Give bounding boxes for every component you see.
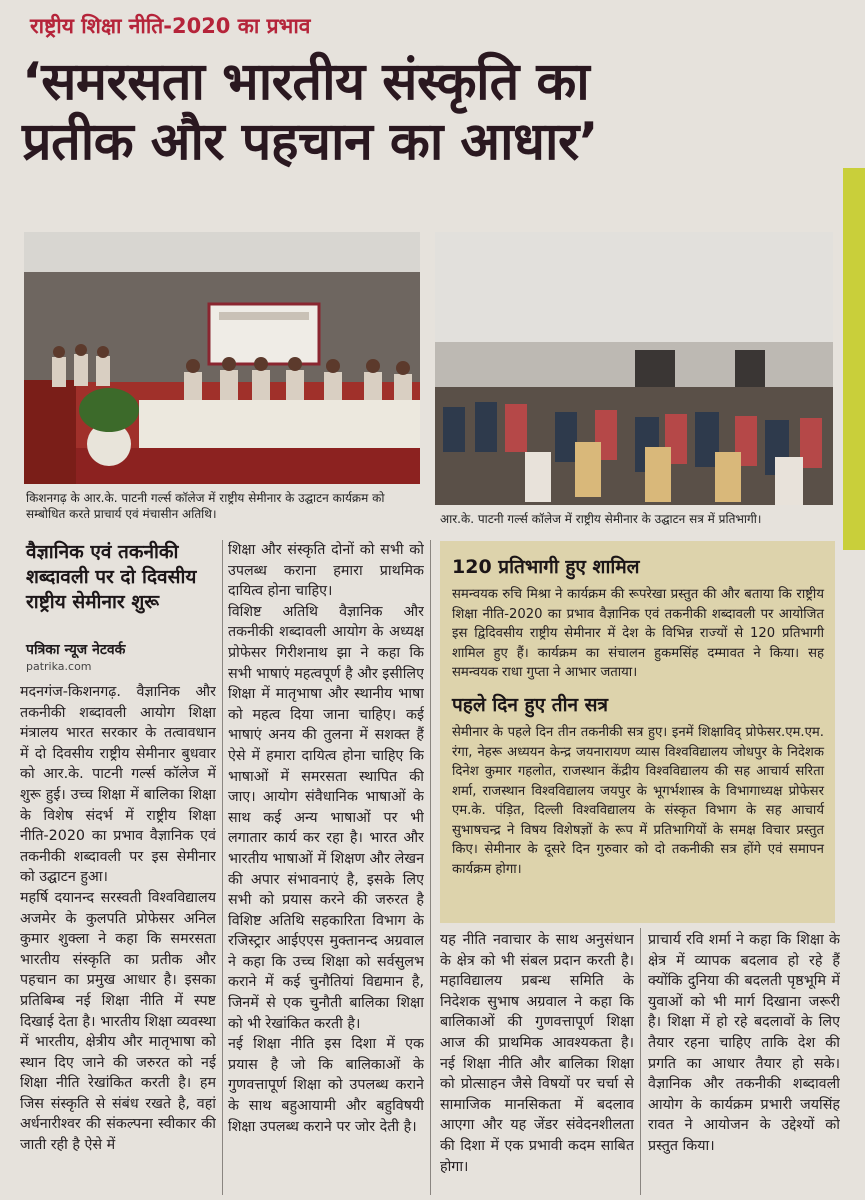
article-column-2: शिक्षा और संस्कृति दोनों को सभी को उपलब्ध कराना हमारा प्राथमिक दायित्व होना चाहिए। विशिष्ट अतिथि वैज्ञानिक और तकनीकी शब्दावली आयोग के अध्यक्ष प्रोफेसर गिरीशनाथ झा ने कहा कि सभी भाषाएं महत्वपूर्ण है और इसीलिए शिक्षा में मातृभाषा और स्थानीय भाषा को महत्व दिया जाना चाहिए। कई भाषाएं अनय की तुलना में सशक्त हैं ऐसे में हमारा दायित्व होना चाहिए कि भाषाओं में समरसता स्थापित की जाए। आयोग संवैधानिक भाषाओं के साथ कई अन्य भाषाओं पर भी लगातार कार्य कर रहा है। भारत और भारतीय भाषाओं में शिक्षण और लेखन की अपार संभावनाएं है, इसके लिए सभी को प्रयास करने की जरुरत है विशिष्ट अतिथि सहकारिता विभाग के रजिस्ट्रार आईएएस मुक्तानन्द अग्रवाल ने कहा कि उच्च शिक्षा को सर्वसुलभ कराने में कई चुनौतियां विद्यमान है, जिनमें से एक चुनौती बालिका शिक्षा को भी रेखांकित करती है। नई शिक्षा नीति इस दिशा में एक प्रयास है जो कि बालिकाओं के गुणवत्तापूर्ण शिक्षा को उपलब्ध कराने के साथ बहुआयामी और बहुविषयी शिक्षा उपलब्ध कराने पर जोर देती है। xyxy=(228,542,424,1135)
article-column-3: यह नीति नवाचार के साथ अनुसंधान के क्षेत्र को भी संबल प्रदान करती है। महाविद्यालय प्रबन्ध समिति के निदेशक सुभाष अग्रवाल ने कहा कि बालिकाओं की गुणवत्तापूर्ण शिक्षा आज की प्राथमिक आवश्यकता है। नई शिक्षा नीति और बालिका शिक्षा को प्रोत्साहन जैसे विषयों पर चर्चा से सामाजिक मानसिकता में बदलाव आएगा और यह जेंडर संवेदनशीलता की दिशा में एक प्रभावी कदम साबित होगा। xyxy=(440,932,634,1175)
column-divider xyxy=(640,928,641,1195)
stage-photo xyxy=(24,232,420,484)
section-kicker: राष्ट्रीय शिक्षा नीति-2020 का प्रभाव xyxy=(30,14,311,38)
headline xyxy=(22,52,822,172)
byline-url: patrika.com xyxy=(26,660,92,673)
info-box xyxy=(440,541,835,923)
info-box-heading-1: 120 प्रतिभागी हुए शामिल xyxy=(452,556,640,578)
info-box-text-1: समन्वयक रुचि मिश्रा ने कार्यक्रम की रूपरेखा प्रस्तुत की और बताया कि राष्ट्रीय शिक्षा नीति-2020 का प्रभाव वैज्ञानिक एवं तकनीकी शब्दावली पर आयोजित इस द्विदिवसीय राष्ट्रीय सेमीनार में देश के विभिन्न राज्यों से 120 प्रतिभागी शामिल हुए हैं। कार्यक्रम का संचालन हुकमसिंह दम्मावत ने किया। सह समन्वयक राधा गुप्ता ने आभार जताया। xyxy=(452,587,824,680)
headline-line-2: प्रतीक और पहचान का आधार’ xyxy=(22,112,599,172)
article-subheadline: वैज्ञानिक एवं तकनीकी शब्दावली पर दो दिवसीय राष्ट्रीय सेमीनार शुरू xyxy=(26,541,197,613)
column-divider xyxy=(430,540,431,1195)
article-column-1: मदनगंज-किशनगढ़. वैज्ञानिक और तकनीकी शब्दावली आयोग शिक्षा मंत्रालय भारत सरकार के तत्वावधान में दो दिवसीय राष्ट्रीय सेमीनार बुधवार को आर.के. पाटनी गर्ल्स कॉलेज में शुरू हुई। उच्च शिक्षा में बालिका शिक्षा के विशेष संदर्भ में राष्ट्रीय शिक्षा नीति-2020 का प्रभाव वैज्ञानिक एवं तकनीकी शब्दावली पर इस सेमीनार को उद्घाटन हुआ। महर्षि दयानन्द सरस्वती विश्वविद्यालय अजमेर के कुलपति प्रोफेसर अनिल कुमार शुक्ला ने कहा कि समरसता भारतीय संस्कृति का प्रतीक और पहचान का प्रमुख आधार है। इसका प्रतिबिम्ब नई शिक्षा नीति में स्पष्ट दिखाई देता है। भारतीय शिक्षा व्यवस्था में भारतीय, क्षेत्रीय और मातृभाषा को स्थान दिए जाने की जरुरत को नई शिक्षा नीति रेखांकित करती है। हम जिस संस्कृति से संबंध रखते है, वहां अर्धनारीश्वर की संकल्पना स्वीकार की जाती रही है ऐसे में xyxy=(20,684,216,1154)
column-divider xyxy=(222,540,223,1195)
article-column-4: प्राचार्य रवि शर्मा ने कहा कि शिक्षा के क्षेत्र में व्यापक बदलाव हो रहे हैं क्योंकि दुनिया की बदलती पृष्ठभूमि में युवाओं को भी मार्ग दिखाना जरूरी है। शिक्षा में हो रहे बदलावों के लिए तैयार रहना चाहिए ताकि देश की प्रगति का आधार तैयार हो सके। वैज्ञानिक और तकनीकी शब्दावली आयोग के कार्यक्रम प्रभारी जयसिंह रावत ने आयोजन के उद्देश्यों को प्रस्तुत किया। xyxy=(648,932,840,1154)
accent-bar xyxy=(843,168,865,550)
headline-line-1: ‘समरसता भारतीय संस्कृति का xyxy=(22,52,590,112)
byline: पत्रिका न्यूज नेटवर्क xyxy=(26,642,126,658)
info-box-heading-2: पहले दिन हुए तीन सत्र xyxy=(452,694,609,716)
left-photo-caption: किशनगढ़ के आर.के. पाटनी गर्ल्स कॉलेज में राष्ट्रीय सेमीनार के उद्घाटन कार्यक्रम को सम्बोधित करते प्राचार्य एवं मंचासीन अतिथि। xyxy=(26,491,385,521)
audience-photo xyxy=(435,232,833,505)
right-photo-caption: आर.के. पाटनी गर्ल्स कॉलेज में राष्ट्रीय सेमीनार के उद्घाटन सत्र में प्रतिभागी। xyxy=(440,512,762,526)
info-box-text-2: सेमीनार के पहले दिन तीन तकनीकी सत्र हुए। इनमें शिक्षाविद् प्रोफेसर.एम.एम. रंगा, नेहरू अध्ययन केन्द्र जयनारायण व्यास विश्वविद्यालय जोधपुर के निदेशक दिनेश कुमार गहलोत, राजस्थान केंद्रीय विश्वविद्यालय की सह आचार्य सरिता शर्मा, राजस्थान विश्वविद्यालय जयपुर के भूगर्भशास्त्र के विभागाध्यक्ष प्रोफेसर एम.के. पंड़ित, दिल्ली विश्वविद्यालय के संस्कृत विभाग के सह आचार्य सुभाषचन्द्र ने विषय विशेषज्ञों के रूप में प्रतिभागियों के समक्ष विचार प्रस्तुत किए। सेमीनार के दूसरे दिन गुरुवार को दो तकनीकी सत्र होंगे एवं समापन कार्यक्रम होगा। xyxy=(452,725,824,877)
